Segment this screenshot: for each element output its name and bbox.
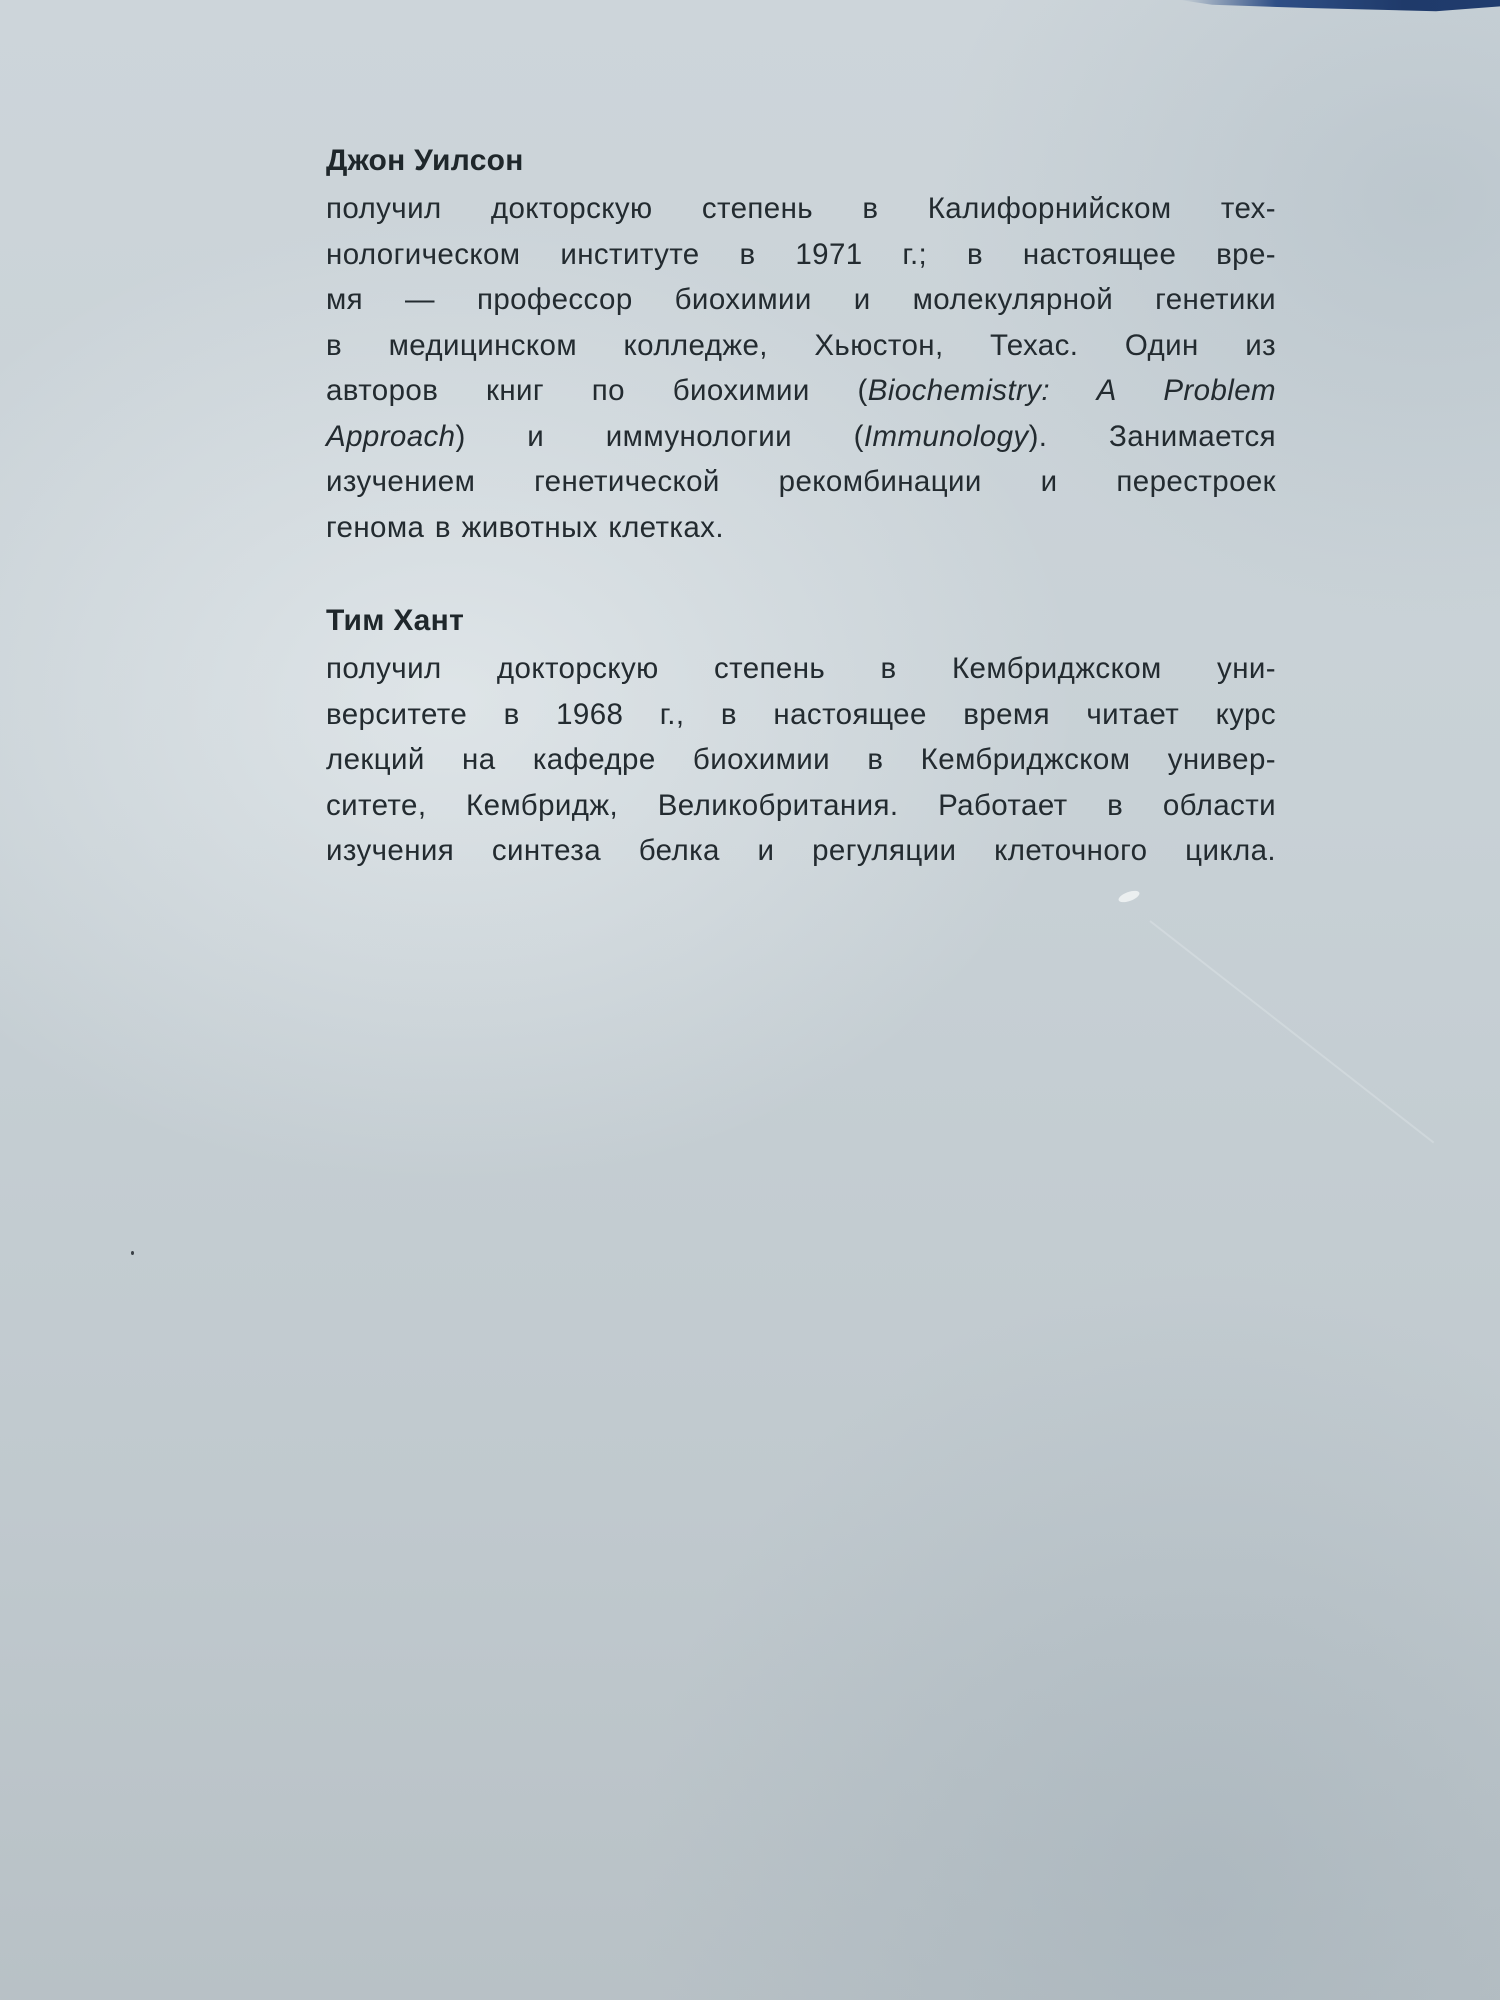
author-name: Тим Хант [326, 604, 465, 637]
bio-line: изучением генетической рекомбинации и перестроек [326, 465, 1276, 498]
book-cover-edge [1180, 0, 1500, 16]
paper-speck [131, 1251, 134, 1255]
bio-line: генома в животных клетках. [326, 510, 724, 544]
paper-scratch [1117, 889, 1141, 905]
book-title-biochemistry: Biochemistry: A Problem [867, 374, 1276, 407]
bio-line: в медицинском колледже, Хьюстон, Техас. Один из [326, 328, 1276, 362]
bio-line: нологическом институте в 1971 г.; в настоящее вре- [326, 237, 1276, 271]
book-title-biochemistry-cont: Approach [326, 419, 456, 453]
bio-line: изучения синтеза белка и регуляции клеточного цикла. [326, 834, 1276, 867]
bio-tim-hunt [326, 598, 1276, 874]
bio-text: авторов книг по биохимии ( [326, 374, 868, 407]
book-title-immunology: Immunology [863, 419, 1029, 453]
bio-line: получил докторскую степень в Калифорнийском тех- [326, 192, 1276, 225]
author-bios [326, 138, 1276, 874]
paper-crease [1149, 920, 1434, 1143]
bio-line [326, 414, 1276, 460]
bio-text: ) и иммунологии ( [455, 419, 864, 453]
bio-john-wilson [326, 138, 1276, 550]
bio-line: верситете в 1968 г., в настоящее время читает курс [326, 697, 1276, 731]
bio-line: лекций на кафедре биохимии в Кембриджском универ- [326, 743, 1276, 776]
bio-line [326, 368, 1276, 414]
bio-line: мя — профессор биохимии и молекулярной генетики [326, 283, 1276, 316]
bio-line: ситете, Кембридж, Великобритания. Работает в области [326, 788, 1276, 822]
bio-line: получил докторскую степень в Кембриджском уни- [326, 652, 1276, 685]
bio-text: ). Занимается [1028, 419, 1276, 453]
author-name: Джон Уилсон [326, 144, 524, 177]
